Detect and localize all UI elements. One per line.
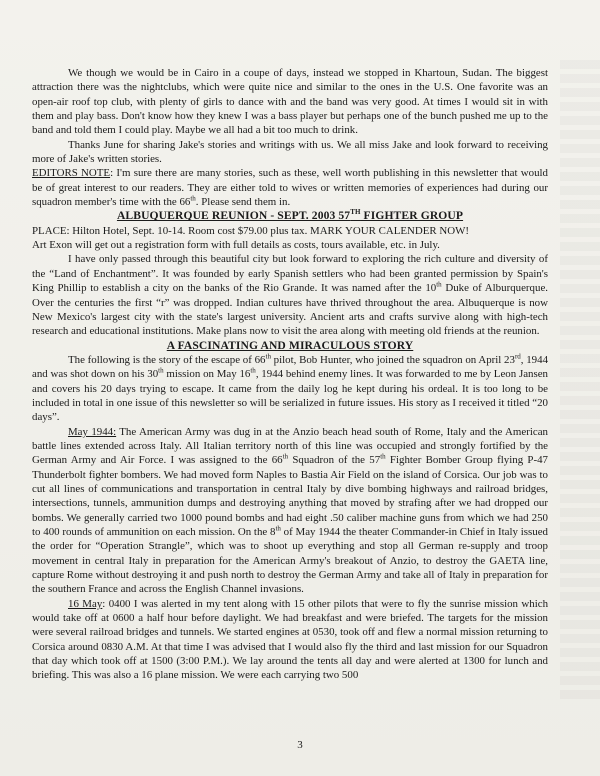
reunion-paragraph-a: I have only passed through this beautiful city but look forward to exploring the rich culture and diversity of the “Land of Enchantment”. It was founded by early Spanish settlers who had been granted permission by Spain's King Phillip to establish a city on the banks of the Rio Grande. It was named after the 10 (32, 253, 548, 295)
story-16-may (32, 597, 548, 683)
editors-note-text: : I'm sure there are many stories, such as these, well worth publishing in this newsletter that would be of great interest to our readers. They are either told to wives or written memories of experiences had during our squadron member's time with the 66 (32, 167, 548, 209)
story-may-1944 (32, 425, 548, 597)
intro-paragraph-2: Thanks June for sharing Jake's stories and writings with us. We all miss Jake and look forward to receiving more of Jake's written stories. (32, 138, 548, 166)
page-number: 3 (297, 739, 303, 751)
story-intro-sup1: th (265, 352, 271, 361)
reunion-paragraph-sup: th (436, 280, 442, 289)
editors-note (32, 166, 548, 209)
reunion-paragraph (32, 252, 548, 338)
may-text-c: Fighter Bomber Group flying P-47 Thunderbolt fighter bombers. We had moved form Naples to Bastia Air Field on the island of Corsica. Our job was to cut all lines of communications and transportation in central Italy by dive bombing highways and railroad bridges, intersections, tunnels, ammunition dumps and destroying anything that moved by strafing after we had dropped our bombs. We generally carried two 1000 pound bombs and had eight .50 caliber machine guns from which we had 250 to 400 rounds of ammunition on each mission. On the 8 (32, 454, 549, 538)
editors-note-tail: . Please send them in. (195, 196, 291, 209)
reunion-heading-text-b: FIGHTER GROUP (360, 209, 464, 223)
editors-note-sup: th (190, 194, 196, 203)
reunion-heading (32, 209, 548, 223)
reunion-registration: Art Exon will get out a registration form with full details as costs, tours available, etc. in July. (32, 239, 440, 252)
may-text-a: The American Army was dug in at the Anzio beach head south of Rome, Italy and the American battle lines extended across Italy. All Italian territory north of this line was occupied and strongly fortified by the German Army and Air Force. I was assigned to the 66 (32, 425, 548, 467)
story-intro-sup2: rd (514, 352, 521, 361)
story-intro-sup3: th (158, 366, 164, 375)
story-intro-b: pilot, Bob Hunter, who joined the squadron on April 23 (270, 353, 515, 366)
story-intro-a: The following is the story of the escape of 66 (68, 353, 266, 366)
16-may-label: 16 May (68, 597, 103, 610)
reunion-place: PLACE: Hilton Hotel, Sept. 10-14. Room cost $79.00 plus tax. MARK YOUR CALENDER NOW! (32, 224, 470, 237)
reunion-heading-text: ALBUQUERQUE REUNION - SEPT. 2003 57 (116, 209, 351, 223)
intro-paragraph-1: We though we would be in Cairo in a coupe of days, instead we stopped in Khartoun, Sudan. The biggest attraction there was the nightclubs, which were quite nice and similar to the ones in the U.S. One favorite was an open-air roof top club, with plenty of girls to dance with and the band was very good. At times I would sit in with them and play bass. Don't know how they knew I was a bass player but perhaps one of the bunch pushed me up to the band and told them I could play. Maybe we all had a bit too much to drink. (32, 67, 548, 137)
may-sup3: th (275, 524, 281, 533)
story-intro (32, 353, 548, 425)
story-intro-c: , 1944 and was shot down on his 30 (32, 353, 549, 381)
may-1944-label: May 1944: (68, 425, 117, 438)
story-heading: A FASCINATING AND MIRACULOUS STORY (166, 338, 414, 352)
may-text-b: Squadron of the 57 (288, 454, 381, 467)
editors-note-label: EDITORS NOTE (32, 167, 111, 180)
16-may-text: : 0400 I was alerted in my tent along with 15 other pilots that were to fly the sunrise mission which would take off at 0600 a half hour before daylight. We had breakfast and were briefed. The targets for the mission were several railroad bridges and tunnels. We started engines at 0530, took off and flew a normal mission returning to Corsica around 0830 A.M. At that time I was advised that I would also fly the third and last mission for our Squadron that day which took off at 1500 (3:00 P.M.). We lay around the tents all day and were alerted at 1300 for lunch and briefing. This was also a 16 plane mission. We were each carrying two 500 (32, 597, 549, 682)
may-sup2: th (380, 452, 386, 461)
reverse-side-bleed-through (560, 60, 600, 700)
may-sup1: th (282, 452, 289, 461)
story-intro-sup4: th (250, 366, 256, 375)
may-text-d: of May 1944 the theater Commander-in Chief in Italy issued the order for “Operation Strangle”, which was to shoot up everything and stop all German re-supply and troop movement in central Italy in preparation for the American Army's breakout of Anzio, to destroy the GAETA line, capture Rome without destroying it and push north to destroy the German Army and take all of Italy in preparation for the southern France and across the English Channel invasions. (32, 526, 548, 596)
reunion-heading-sup: TH (350, 208, 361, 217)
story-intro-e: , 1944 behind enemy lines. It was forwarded to me by Leon Jansen and covers his 20 days trying to escape. It came from the daily log he kept during his ordeal. It is too long to be included in total in one issue of this newsletter so will be serialized in future issues. His story as I received it titled “20 days”. (32, 368, 548, 424)
story-intro-d: mission on May 16 (163, 368, 251, 381)
reunion-paragraph-b: Duke of Alburquerque. Over the centuries the first “r” was dropped. Indian cultures have thrived throughout the area. Albuquerque is now New Mexico's largest city with the state's largest university. Ancient arts and crafts survive along with high-tech research and educational institutions. Make plans now to visit the area along with meeting old friends at the reunion. (32, 282, 549, 338)
